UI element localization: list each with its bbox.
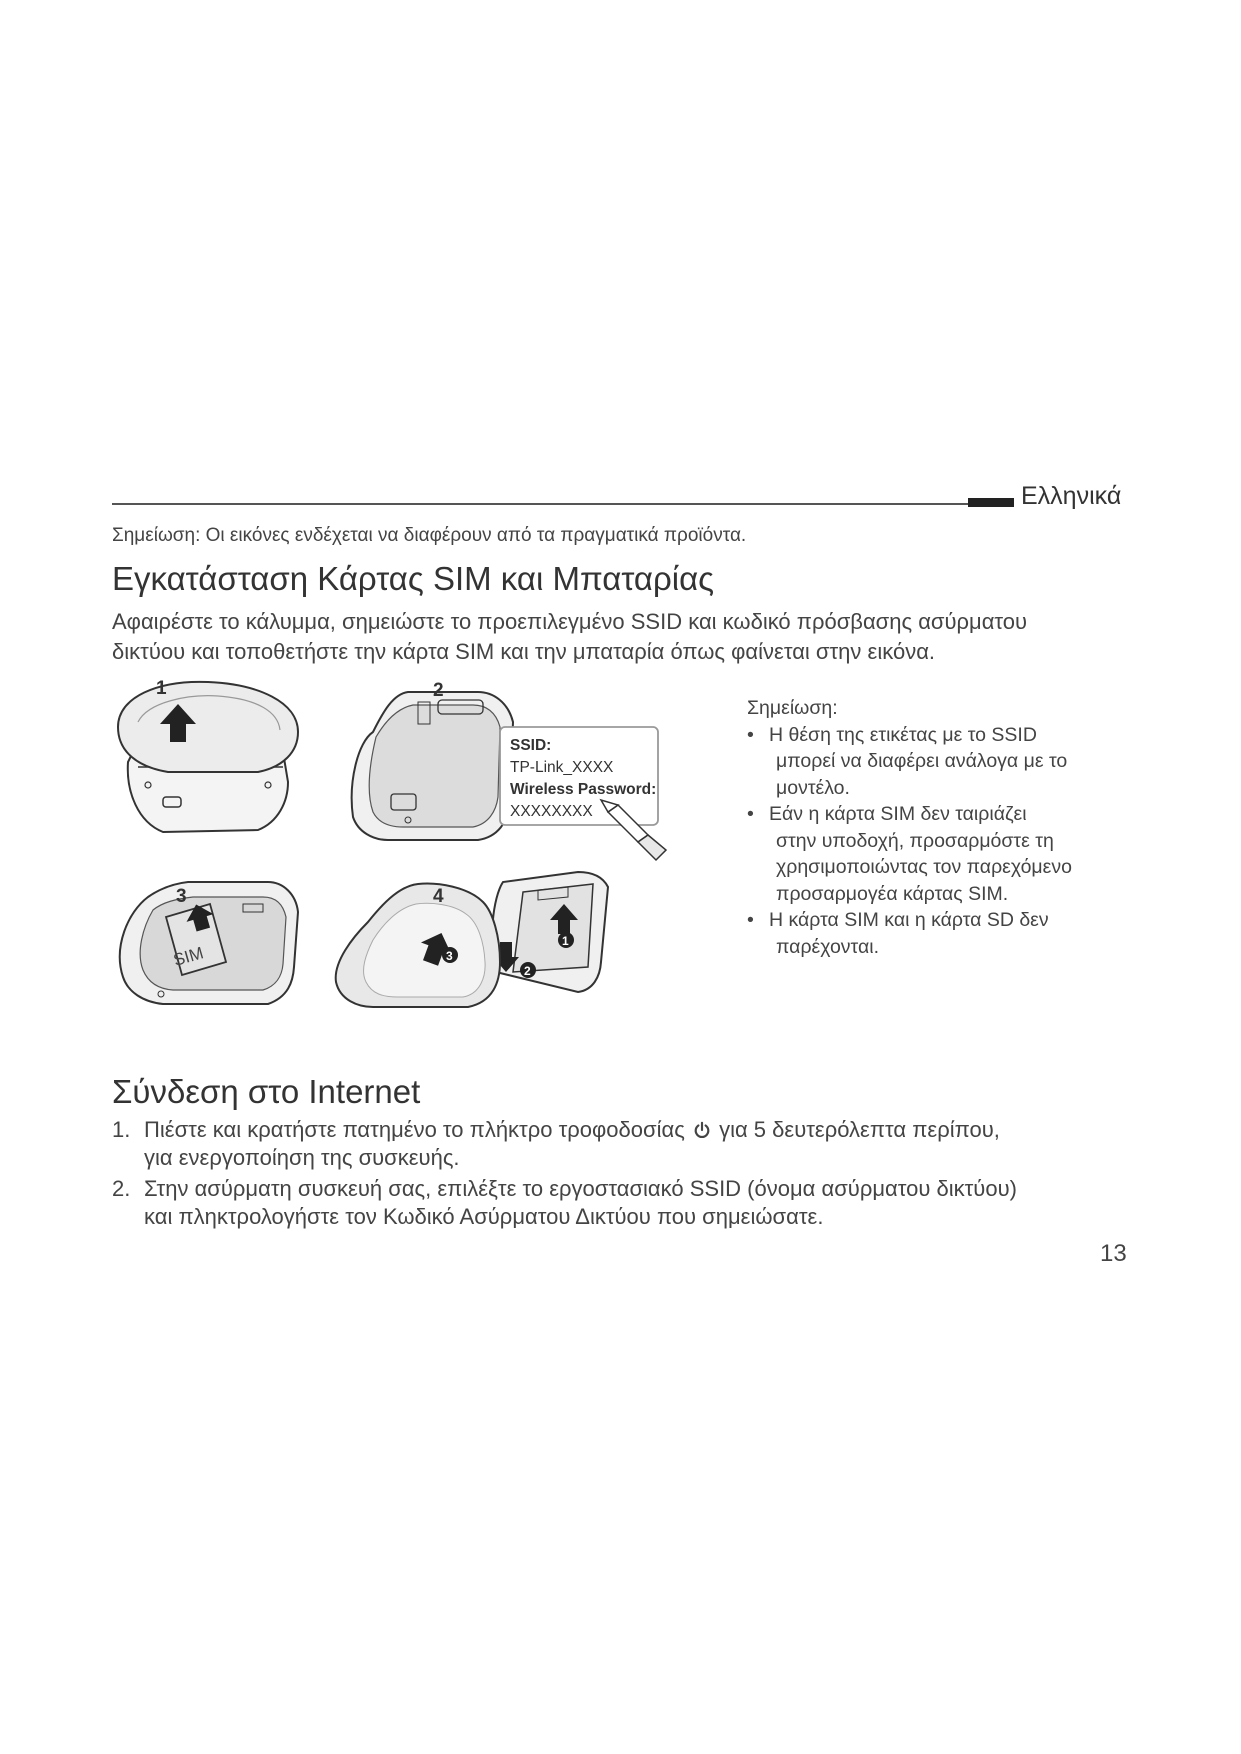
step-text: Πιέστε και κρατήστε πατημένο το πλήκτρο τροφοδοσίας	[144, 1117, 685, 1142]
order-marker: 1	[562, 934, 569, 948]
step-line	[144, 1116, 1192, 1144]
step-item	[112, 1175, 1192, 1231]
installation-illustration	[108, 672, 708, 1062]
side-note	[747, 695, 1127, 960]
bullet-line: Η κάρτα SIM και η κάρτα SD δεν	[769, 909, 1049, 931]
bullet-line: χρησιμοποιώντας τον παρεχόμενο	[776, 856, 1072, 878]
page-number: 13	[1100, 1240, 1127, 1267]
side-note-bullet	[747, 722, 1127, 802]
password-value: XXXXXXXX	[510, 803, 593, 820]
step-line: Στην ασύρματη συσκευή σας, επιλέξτε το εργοστασιακό SSID (όνομα ασύρματου δικτύου)	[144, 1176, 1017, 1201]
language-tab-marker	[968, 498, 1014, 507]
power-icon	[693, 1121, 711, 1139]
note-images-may-differ: Σημείωση: Οι εικόνες ενδέχεται να διαφέρουν από τα πραγματικά προϊόντα.	[112, 525, 747, 546]
step-label: 3	[176, 886, 187, 907]
step-label: 1	[156, 678, 167, 699]
bullet-line: Εάν η κάρτα SIM δεν ταιριάζει	[769, 803, 1027, 825]
step-line: και πληκτρολογήστε τον Κωδικό Ασύρματου Δικτύου που σημειώσατε.	[144, 1204, 824, 1229]
bullet-line: προσαρμογέα κάρτας SIM.	[776, 882, 1009, 905]
bullet-dot: •	[747, 723, 754, 746]
step2-illustration	[352, 692, 513, 840]
section-title-internet: Σύνδεση στο Internet	[112, 1073, 421, 1110]
bullet-line: μπορεί να διαφέρει ανάλογα με το	[776, 750, 1068, 772]
side-note-bullet	[747, 907, 1127, 960]
section-paragraph	[112, 607, 1162, 667]
section-title-sim-battery: Εγκατάσταση Κάρτας SIM και Μπαταρίας	[112, 560, 715, 597]
ssid-label: SSID:	[510, 737, 552, 754]
language-label: Ελληνικά	[1021, 482, 1122, 510]
connection-steps	[112, 1116, 1192, 1234]
bullet-line: στην υποδοχή, προσαρμόστε τη	[776, 829, 1054, 852]
step-label: 2	[433, 680, 444, 701]
password-label: Wireless Password:	[510, 781, 657, 798]
bullet-dot: •	[747, 803, 754, 825]
bullet-line: μοντέλο.	[776, 776, 850, 799]
paragraph-line: Αφαιρέστε το κάλυμμα, σημειώστε το προεπιλεγμένο SSID και κωδικό πρόσβασης ασύρματου	[112, 609, 1028, 634]
ssid-label-card	[500, 727, 658, 825]
ssid-value: TP-Link_XXXX	[510, 759, 614, 776]
order-marker: 3	[446, 949, 453, 963]
sim-card-text: SIM	[171, 943, 206, 970]
side-note-bullet	[747, 801, 1127, 907]
side-note-title: Σημείωση:	[747, 697, 838, 719]
step3-illustration	[120, 882, 298, 1004]
step4-illustration	[336, 872, 608, 1007]
bullet-dot: •	[747, 909, 754, 931]
step-number: 2.	[112, 1176, 131, 1201]
bullet-line: Η θέση της ετικέτας με το SSID	[769, 723, 1037, 746]
step-number: 1.	[112, 1117, 131, 1142]
step-label: 4	[433, 886, 444, 907]
step-item	[112, 1116, 1192, 1172]
step-line: για ενεργοποίηση της συσκευής.	[144, 1145, 460, 1170]
paragraph-line: δικτύου και τοποθετήστε την κάρτα SIM και την μπαταρία όπως φαίνεται στην εικόνα.	[112, 639, 936, 664]
order-marker: 2	[524, 964, 531, 978]
step1-illustration	[118, 682, 298, 832]
step-text: για 5 δευτερόλεπτα περίπου,	[719, 1117, 1000, 1142]
bullet-line: παρέχονται.	[776, 935, 879, 958]
header-rule	[112, 503, 970, 505]
